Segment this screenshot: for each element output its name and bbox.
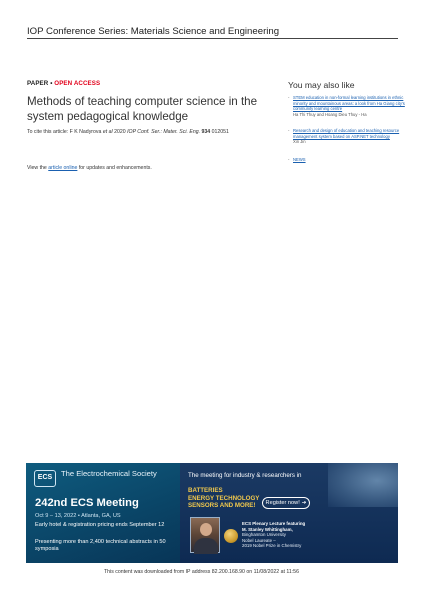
cite-year: 2020 xyxy=(114,129,126,135)
cite-journal: IOP Conf. Ser.: Mater. Sci. Eng. xyxy=(127,129,201,135)
ecs-logo-icon: ECS xyxy=(34,470,56,487)
banner-right-panel xyxy=(180,463,398,563)
kicker-separator: • xyxy=(50,80,53,87)
topic-item: BATTERIES xyxy=(188,487,223,494)
view-prefix: View the xyxy=(27,165,47,171)
bullet-icon: - xyxy=(288,95,290,100)
open-access-label: OPEN ACCESS xyxy=(54,80,101,87)
lecture-title: Nobel Laureate – xyxy=(242,537,276,543)
journal-title: IOP Conference Series: Materials Science and Engineering xyxy=(27,26,280,37)
cite-volume: 934 xyxy=(201,129,211,135)
register-button[interactable] xyxy=(262,497,310,509)
portrait-shoulders xyxy=(194,538,218,554)
abstracts-note: Presenting more than 2,400 technical abstracts in 50 symposia xyxy=(35,539,166,552)
banner-left-panel xyxy=(26,463,180,563)
view-online-note xyxy=(27,165,152,171)
lecture-affiliation: Binghamton University xyxy=(242,532,286,538)
nobel-medal-icon xyxy=(224,529,238,543)
related-article-link[interactable]: NEWS xyxy=(293,157,306,162)
sidebar-heading: You may also like xyxy=(288,80,355,90)
header-divider xyxy=(27,38,398,39)
speaker-portrait xyxy=(190,517,220,553)
ecs-advertisement-banner[interactable] xyxy=(26,463,398,563)
meeting-dates: Oct 9 – 13, 2022 • Atlanta, GA, US xyxy=(35,513,121,519)
download-footer-note: This content was downloaded from IP address 82.200.168.90 on 11/08/2022 at 11:56 xyxy=(104,569,299,575)
register-label: Register now! xyxy=(265,500,300,506)
lecture-prize: 2019 Nobel Prize in Chemistry xyxy=(242,543,302,549)
related-article xyxy=(288,128,405,145)
arrow-right-icon: ➔ xyxy=(301,500,307,506)
portrait-face xyxy=(200,523,212,536)
related-article xyxy=(288,95,405,117)
audience-photo xyxy=(328,463,398,507)
related-article-link[interactable]: STEM education in non-formal learning institutions in ethnic minority and mountainous areas: a look from Ha Giang city's community learning centre xyxy=(293,95,405,112)
lecture-heading: ECS Plenary Lecture featuring xyxy=(242,521,306,526)
article-title: Methods of teaching computer science in the system pedagogical knowledge xyxy=(27,95,258,123)
cite-number: 012051 xyxy=(211,129,229,135)
topic-item: ENERGY TECHNOLOGY xyxy=(188,494,260,502)
article-kicker xyxy=(27,80,100,87)
topic-list xyxy=(188,487,259,510)
related-article-link[interactable]: Research and design of education and teaching resource management system based on ASP.NET technology xyxy=(293,128,400,139)
meeting-title: 242nd ECS Meeting xyxy=(35,497,139,509)
paper-label: PAPER xyxy=(27,80,49,87)
bullet-icon: - xyxy=(288,128,290,133)
related-article xyxy=(288,157,405,163)
cite-prefix: To cite this article: F K Nadyrova xyxy=(27,129,102,135)
cite-etal: et al xyxy=(102,129,113,135)
view-suffix: for updates and enhancements. xyxy=(78,165,152,171)
plenary-lecture-info xyxy=(242,521,362,549)
citation xyxy=(27,129,277,136)
banner-tagline: The meeting for industry & researchers in xyxy=(188,472,302,479)
bullet-icon: - xyxy=(288,157,290,162)
related-article-authors: Ha Thi Thuy and Hoang Dieu Thuy - Ha xyxy=(293,111,367,117)
lecture-speaker: M. Stanley Whittingham, xyxy=(242,526,293,532)
early-pricing-note: Early hotel & registration pricing ends September 12 xyxy=(35,522,165,528)
related-article-authors: Xin Jin xyxy=(293,139,306,145)
society-name: The Electrochemical Society xyxy=(61,469,157,478)
article-online-link[interactable]: article online xyxy=(48,165,78,171)
topic-item: SENSORS AND MORE! xyxy=(188,502,256,510)
